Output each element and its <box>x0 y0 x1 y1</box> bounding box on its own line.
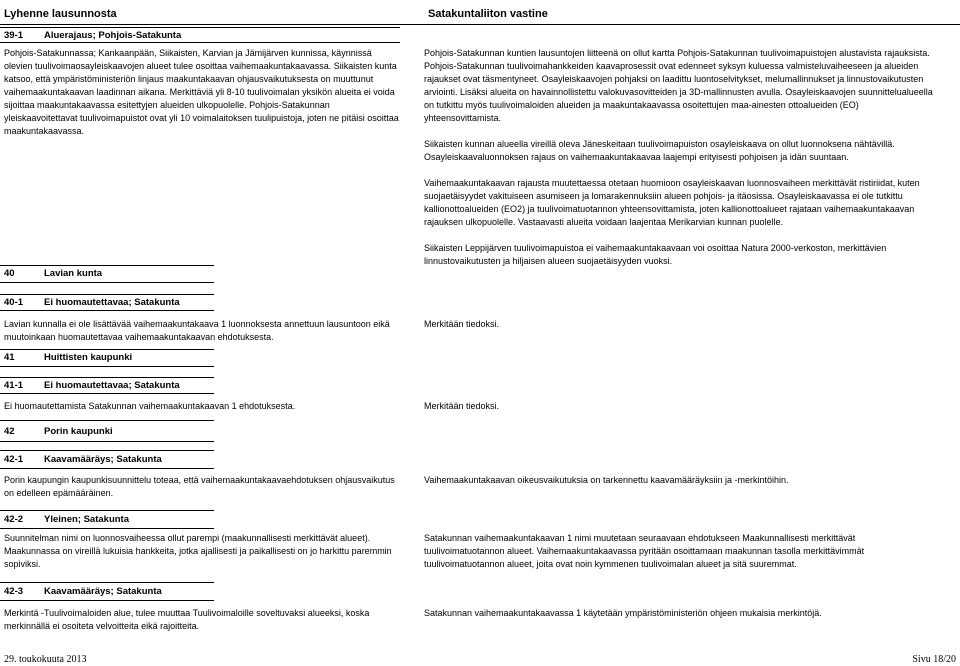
right-column-title: Satakuntaliiton vastine <box>428 8 548 20</box>
response-paragraph: Pohjois-Satakunnan kuntien lausuntojen liitteenä on ollut kartta Pohjois-Satakunnan tuulivoimapuistojen alustavista rajauksista. Pohjois-Satakunnan tuulivoimahankkeiden kaavaprosessit ovat edenneet syksyn kuluessa valmisteluvaiheeseen ja alueiden rajaukset ovat täsmentyneet. Osayleiskaavojen pohjaksi on laadittu luontoselvitykset, melumallinnukset ja linnustovaikutusten arviointi. Lisäksi alueita on havainnollistettu valokuvasovitteiden ja 3D-mallinnusten avulla. Osayleiskaavojen suunnittelualueella on tutkittu myös tuulivoimaloiden alueiden ja maakuntakaavassa osoitettujen maa-ainesten ottoalueiden (EO) yhteensovittamista. <box>424 48 933 123</box>
section-heading-41 <box>4 351 132 364</box>
item-heading-39-1 <box>4 29 181 42</box>
section-number: 42 <box>4 426 15 437</box>
statement-42-3: Merkintä -Tuulivoimaloiden alue, tulee muuttaa Tuulivoimaloille soveltuvaksi alueeksi, koska merkinnällä ei osoiteta velvoitteita eikä rajoitteita. <box>4 608 370 631</box>
section-divider <box>0 265 214 266</box>
item-number: 40-1 <box>4 297 24 308</box>
item-number: 42-2 <box>4 514 24 525</box>
item-divider <box>0 528 214 529</box>
item-title: Yleinen; Satakunta <box>44 514 129 525</box>
item-title: Kaavamääräys; Satakunta <box>44 454 162 465</box>
item-divider <box>0 27 400 28</box>
item-title: Ei huomautettavaa; Satakunta <box>44 297 180 308</box>
section-divider <box>0 420 214 421</box>
response-39-1 <box>424 47 936 281</box>
statement-42-2: Suunnitelman nimi on luonnosvaiheessa ollut parempi (maakunnallisesti merkittävät alueet). Maakunnassa on vireillä lukuisia hankkeita, jotka ajallisesti ja paikallisesti on jo harkittu paremmin sopiviksi. <box>4 533 392 569</box>
section-divider <box>0 282 214 283</box>
section-heading-42 <box>4 425 113 438</box>
item-title: Ei huomautettavaa; Satakunta <box>44 380 180 391</box>
response-41-1: Merkitään tiedoksi. <box>424 401 500 411</box>
item-heading-40-1 <box>4 296 180 309</box>
left-column-title: Lyhenne lausunnosta <box>4 8 117 20</box>
item-number: 41-1 <box>4 380 24 391</box>
section-name: Huittisten kaupunki <box>44 352 133 363</box>
item-divider <box>0 600 214 601</box>
item-title: Aluerajaus; Pohjois-Satakunta <box>44 30 182 41</box>
section-divider <box>0 366 214 367</box>
response-42-1: Vaihemaakuntakaavan oikeusvaikutuksia on tarkennettu kaavamääräyksiin ja -merkintöihin. <box>424 475 789 485</box>
item-divider <box>0 510 214 511</box>
response-paragraph: Siikaisten Leppijärven tuulivoimapuistoa ei vaihemaakuntakaavaan voi osoittaa Natura 2000-verkoston, merkittävien linnustovaikutusten ja hiljaisen alueen suojaetäisyyden vuoksi. <box>424 243 887 266</box>
item-divider <box>0 377 214 378</box>
item-divider <box>0 42 400 43</box>
section-name: Porin kaupunki <box>44 426 113 437</box>
section-divider <box>0 349 214 350</box>
response-40-1: Merkitään tiedoksi. <box>424 319 500 329</box>
item-divider <box>0 582 214 583</box>
section-number: 40 <box>4 268 15 279</box>
statement-39-1: Pohjois-Satakunnassa; Kankaanpään, Siikaisten, Karvian ja Jämijärven kunnissa, käynnissä olevien tuulivoimaosayleiskaavojen alueet tulee osoittaa vaihemaakuntakaavassa. Siikaisten kunta katsoo, että ympäristöministeriön linjaus maakuntakaavan ohjausvaikutuksesta on muuttunut vaihemaakuntakaavan laadinnan aikana. Merkittäviä yli 8-10 tuulivoimalan yksikön alueita ei voida sijoittaa maakuntakaavassa esitettyjen alueiden ulkopuolelle. Pohjois-Satakunnan yleiskaavoitettavat tuulivoimapuistot ovat yli 10 voimalaitoksen tuulipuistoja, joten ne pitäisi osoittaa maakuntakaavassa. <box>4 48 399 136</box>
item-heading-42-1 <box>4 453 162 466</box>
item-heading-42-3 <box>4 585 162 598</box>
footer-page-number: Sivu 18/20 <box>912 654 956 665</box>
item-title: Kaavamääräys; Satakunta <box>44 586 162 597</box>
statement-42-1: Porin kaupungin kaupunkisuunnittelu toteaa, että vaihemaakuntakaavaehdotuksen ohjausvaikutus on edelleen epämääräinen. <box>4 475 395 498</box>
item-number: 42-1 <box>4 454 24 465</box>
statement-40-1: Lavian kunnalla ei ole lisättävää vaihemaakuntakaava 1 luonnoksesta annettuun lausuntoon eikä muutoinkaan huomautettavaa vaihemaakuntakaavan ehdotuksesta. <box>4 319 390 342</box>
response-paragraph: Vaihemaakuntakaavan rajausta muutettaessa otetaan huomioon osayleiskaavan luonnosvaiheen merkittävät ristiriidat, kuten suojaetäisyydet vakituiseen asumiseen ja lomarakennuksiin alueen pohjois- ja itäosissa. Osayleiskaavassa ei ole tutkittu kallionottoalueiden (EO2) ja tuulivoimatuotannon yhteensovittamista, joten kallionottoalueet rajataan vaihemaakuntakaavan rajauksen ulkopuolelle. Vastaavasti alueita voidaan laajentaa Merikarvian kunnan puolelle. <box>424 178 920 227</box>
section-number: 41 <box>4 352 15 363</box>
item-divider <box>0 294 214 295</box>
item-divider <box>0 393 214 394</box>
section-heading-40 <box>4 267 102 280</box>
response-paragraph: Siikaisten kunnan alueella vireillä oleva Jäneskeitaan tuulivoimapuiston osayleiskaava on ollut luonnoksena nähtävillä. Osayleiskaavaluonnoksen rajaus on vaihemaakuntakaavaa laajempi erityisesti pohjoisen ja idän suuntaan. <box>424 139 895 162</box>
item-divider <box>0 310 214 311</box>
item-heading-41-1 <box>4 379 180 392</box>
footer-date: 29. toukokuuta 2013 <box>4 654 87 665</box>
item-number: 42-3 <box>4 586 24 597</box>
statement-41-1: Ei huomautettamista Satakunnan vaihemaakuntakaavan 1 ehdotuksesta. <box>4 401 296 411</box>
item-divider <box>0 468 214 469</box>
item-number: 39-1 <box>4 30 24 41</box>
header-divider <box>0 24 960 25</box>
item-divider <box>0 450 214 451</box>
section-divider <box>0 441 214 442</box>
section-name: Lavian kunta <box>44 268 103 279</box>
response-42-2: Satakunnan vaihemaakuntakaavan 1 nimi muutetaan seuraavaan ehdotukseen Maakunnallisesti merkittävät tuulivoimatuotannon alueet. Vaihemaakuntakaavassa pyritään osoittamaan maakunnan tasolla merkittävimmät tuulivoimatuotannon alueet, joita ovat noin kymmenen tuulivoimalan alueet ja sitä suuremmat. <box>424 533 865 569</box>
response-42-3: Satakunnan vaihemaakuntakaavassa 1 käytetään ympäristöministeriön ohjeen mukaisia merkintöjä. <box>424 608 822 618</box>
item-heading-42-2 <box>4 513 129 526</box>
